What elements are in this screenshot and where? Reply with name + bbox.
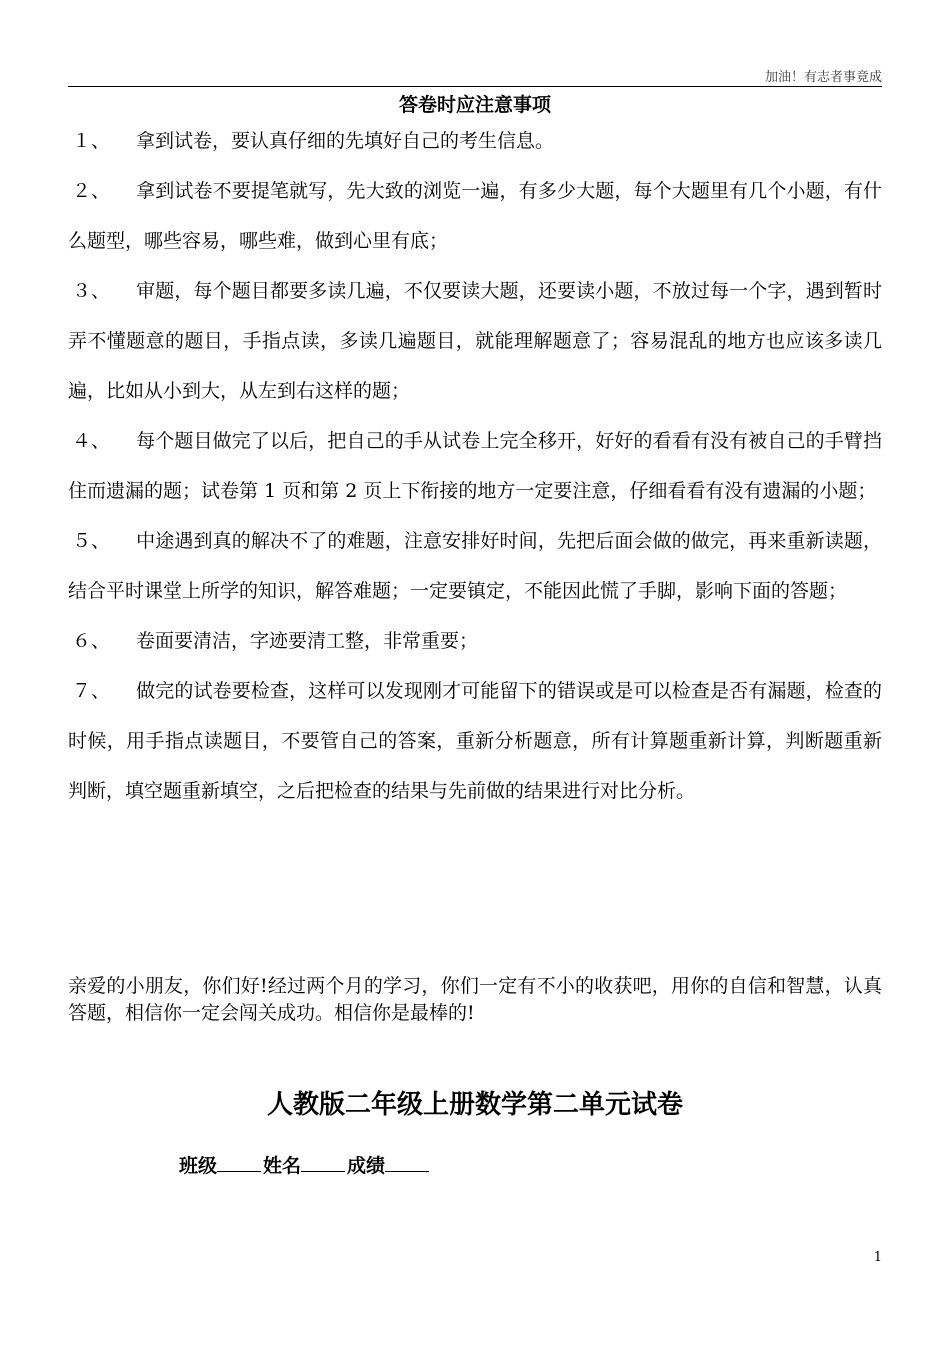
class-blank[interactable] [217,1153,261,1172]
note-item-6 [68,616,882,666]
header-divider [68,86,882,87]
note-text: 每个题目做完了以后，把自己的手从试卷上完全移开，好好的看看有没有被自己的手臂挡住而遗漏的题；试卷第 1 页和第 2 页上下衔接的地方一定要注意，仔细看看有没有遗漏的小题； [68,430,882,502]
score-label: 成绩 [347,1155,386,1177]
note-number: ４、 [72,430,111,452]
notes-title: 答卷时应注意事项 [398,94,551,116]
class-label: 班级 [179,1155,218,1177]
note-number: ３、 [72,280,111,302]
header-motto: 加油！有志者事竟成 [764,70,882,85]
note-number: ６、 [72,630,111,652]
student-info-row [179,1151,431,1178]
note-number: １、 [72,130,111,152]
note-text: 卷面要清洁，字迹要清工整，非常重要； [136,630,479,652]
note-item-3 [68,266,882,416]
note-text: 拿到试卷不要提笔就写，先大致的浏览一遍，有多少大题，每个大题里有几个小题，有什么题型，哪些容易，哪些难，做到心里有底； [68,180,882,252]
notes-list [68,116,882,816]
note-item-2 [68,166,882,266]
intro-paragraph: 亲爱的小朋友，你们好!经过两个月的学习，你们一定有不小的收获吧，用你的自信和智慧，认真答题，相信你一定会闯关成功。相信你是最棒的! [68,975,882,1024]
note-text: 做完的试卷要检查，这样可以发现刚才可能留下的错误或是可以检查是否有漏题，检查的时候，用手指点读题目，不要管自己的答案，重新分析题意，所有计算题重新计算，判断题重新判断，填空题重新填空，之后把检查的结果与先前做的结果进行对比分析。 [68,680,882,802]
note-item-5 [68,516,882,616]
page-number: 1 [873,1250,882,1265]
note-text: 审题，每个题目都要多读几遍，不仅要读大题，还要读小题，不放过每一个字，遇到暂时弄不懂题意的题目，手指点读，多读几遍题目，就能理解题意了；容易混乱的地方也应该多读几遍，比如从小到大，从左到右这样的题； [68,280,882,402]
note-number: ５、 [72,530,111,552]
note-text: 拿到试卷，要认真仔细的先填好自己的考生信息。 [136,130,555,152]
score-blank[interactable] [385,1153,429,1172]
note-item-1 [68,116,882,166]
note-item-7 [68,666,882,816]
note-text: 中途遇到真的解决不了的难题，注意安排好时间，先把后面会做的做完，再来重新读题，结合平时课堂上所学的知识，解答难题；一定要镇定，不能因此慌了手脚，影响下面的答题； [68,530,882,602]
exam-title: 人教版二年级上册数学第二单元试卷 [266,1090,683,1120]
name-blank[interactable] [301,1153,345,1172]
note-item-4 [68,416,882,516]
note-number: ２、 [72,180,111,202]
note-number: ７、 [72,680,111,702]
name-label: 姓名 [263,1155,302,1177]
